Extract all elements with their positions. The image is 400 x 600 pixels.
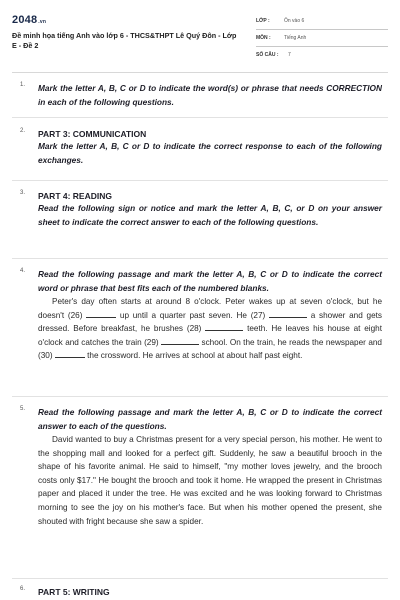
answer-blank-29[interactable] xyxy=(161,337,199,345)
logo-text: 2048 xyxy=(12,14,38,26)
question-1 xyxy=(20,82,382,109)
logo-suffix: .vn xyxy=(38,19,47,25)
answer-blank-28[interactable] xyxy=(205,323,243,331)
question-3 xyxy=(20,190,382,229)
meta-subject-row xyxy=(256,32,388,47)
question-divider xyxy=(12,180,388,181)
passage-text: a shower and gets dressed. Before breakfast, he brushes (28) xyxy=(38,310,382,334)
count-label: SỐ CÂU : xyxy=(256,52,279,58)
question-divider xyxy=(12,578,388,579)
question-instruction: Read the following passage and mark the letter A, B, C or D to indicate the correct word or phrase that best fits each of the numbered blanks. xyxy=(38,269,382,293)
class-value: Ôn vào 6 xyxy=(284,18,305,24)
question-2 xyxy=(20,128,382,167)
answer-blank-27[interactable] xyxy=(269,310,307,318)
meta-class-row xyxy=(256,15,388,30)
question-number: 6. xyxy=(20,586,26,592)
passage-text: the crossword. He arrives at school at about half past eight. xyxy=(87,351,303,361)
question-number: 4. xyxy=(20,268,26,274)
site-logo[interactable] xyxy=(12,14,46,26)
question-instruction: Mark the letter A, B, C or D to indicate the correct response to each of the following exchanges. xyxy=(38,141,382,165)
passage-text: Peter's day often starts at around 8 o'clock. Peter wakes up at seven o'clock, but he doesn't (26) xyxy=(38,297,382,320)
question-5 xyxy=(20,406,382,528)
answer-blank-30[interactable] xyxy=(55,350,85,358)
passage-text: up until a quarter past seven. He (27) xyxy=(119,310,266,320)
passage-text: teeth. He leaves his house at eight o'clock and catches the train (29) xyxy=(38,324,382,347)
header-divider xyxy=(12,72,388,73)
reading-passage xyxy=(38,295,382,363)
class-label: LỚP : xyxy=(256,18,270,24)
part-heading: PART 5: WRITING xyxy=(38,587,110,597)
question-number: 3. xyxy=(20,190,26,196)
question-instruction: Mark the letter A, B, C or D to indicate the word(s) or phrase that needs CORRECTION in each of the following questions. xyxy=(38,83,382,107)
passage-text: school. On the train, he reads the newspaper and (30) xyxy=(38,337,382,361)
question-number: 2. xyxy=(20,128,26,134)
subject-value: Tiếng Anh xyxy=(284,35,307,41)
question-number: 5. xyxy=(20,406,26,412)
question-instruction: Read the following sign or notice and mark the letter A, B, C, or D on your answer sheet to indicate the correct answer to each of the following questions. xyxy=(38,203,382,227)
part-heading: PART 3: COMMUNICATION xyxy=(38,129,147,139)
question-4 xyxy=(20,268,382,363)
reading-passage: David wanted to buy a Christmas present for a very special person, his mother. He went to the shopping mall and looked for a perfect gift. Suddenly, he saw a beautiful brooch in the shape of his favorite animal. He said to himself, "my mother loves jewelry, and the brooch costs only $17." He bought the brooch and took it home. He wrapped the present in Christmas paper and placed it under the tree. He was excited and he was looking forward to Christmas morning to see the joy on his mother's face. But when his mother opened the present, she shouted with fright because she saw a spider. xyxy=(38,435,382,526)
question-6 xyxy=(20,586,382,598)
answer-blank-26[interactable] xyxy=(86,310,116,318)
question-number: 1. xyxy=(20,82,26,88)
part-heading: PART 4: READING xyxy=(38,191,112,201)
question-divider xyxy=(12,258,388,259)
count-value: 7 xyxy=(288,52,291,58)
subject-label: MÔN : xyxy=(256,35,271,41)
question-divider xyxy=(12,117,388,118)
question-instruction: Read the following passage and mark the letter A, B, C or D to indicate the correct answer to each of the questions. xyxy=(38,407,382,431)
meta-count-row xyxy=(256,49,388,63)
question-divider xyxy=(12,396,388,397)
document-title: Đề minh họa tiếng Anh vào lớp 6 - THCS&THPT Lê Quý Đôn - Lớp E - Đề 2 xyxy=(12,31,237,50)
document-header xyxy=(0,0,400,70)
document-meta xyxy=(256,15,388,65)
